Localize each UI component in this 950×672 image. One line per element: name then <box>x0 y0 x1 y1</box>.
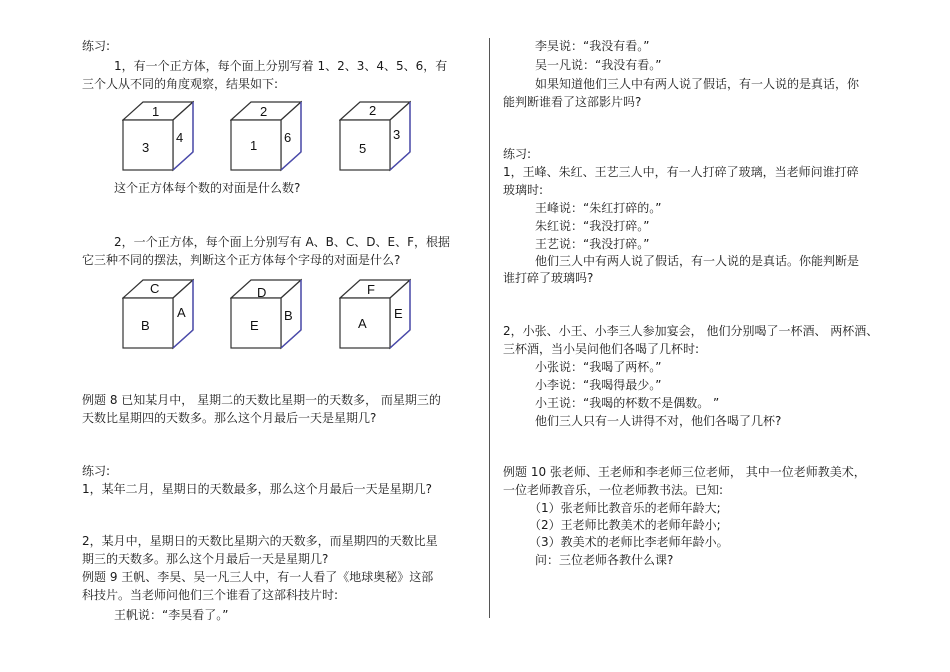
exercise-heading: 练习: <box>82 39 111 53</box>
statement-text: 王峰说：“朱红打碎的。” <box>535 201 662 215</box>
question-text: 如果知道他们三人中有两人说了假话，有一人说的是真话，你 <box>535 77 860 91</box>
cube-side-label: 6 <box>284 130 292 145</box>
question-text: 2，某月中，星期日的天数比星期六的天数多，而星期四的天数比星 <box>82 534 438 548</box>
cube-figure <box>122 100 194 172</box>
cube-top-label: C <box>150 281 160 296</box>
cube-top-label: D <box>257 285 267 300</box>
right-column <box>503 0 898 672</box>
cube-top-label: 2 <box>369 103 377 118</box>
cube-front-label: 5 <box>359 141 367 156</box>
question-text: 1，某年二月，星期日的天数最多，那么这个月最后一天是星期几? <box>82 482 433 496</box>
question-text: 三杯酒，当小吴问他们各喝了几杯时: <box>503 342 700 356</box>
question-text: 这个正方体每个数的对面是什么数? <box>114 181 301 195</box>
question-text: 期三的天数多。那么这个月最后一天是星期几? <box>82 552 329 566</box>
question-text: 玻璃时: <box>503 183 544 197</box>
cube-top-label: F <box>367 282 375 297</box>
cube-figure <box>230 100 302 172</box>
cube-side-label: B <box>284 308 293 323</box>
question-text: 谁打碎了玻璃吗? <box>503 271 594 285</box>
statement-text: 王艺说：“我没打碎。” <box>535 237 650 251</box>
question-text: 1，有一个正方体，每个面上分别写着 1、2、3、4、5、6，有 <box>114 59 448 73</box>
cube-figure <box>339 278 411 350</box>
cube-figure <box>230 278 302 350</box>
exercise-heading: 练习: <box>503 147 532 161</box>
statement-text: 王帆说：“李昊看了。” <box>114 608 229 622</box>
condition-text: （2）王老师比教美术的老师年龄小; <box>529 518 721 532</box>
question-text: 三个人从不同的角度观察，结果如下: <box>82 77 279 91</box>
cube-side-label: A <box>177 305 186 320</box>
cube-top-label: 1 <box>152 104 160 119</box>
question-text: 问：三位老师各教什么课? <box>535 553 674 567</box>
cube-side-label: 3 <box>393 127 401 142</box>
question-text: 能判断谁看了这部影片吗? <box>503 95 642 109</box>
left-column <box>82 0 477 672</box>
question-text: 他们三人中有两人说了假话，有一人说的是真话。你能判断是 <box>535 254 860 268</box>
question-text: 它三种不同的摆法，判断这个正方体每个字母的对面是什么? <box>82 253 401 267</box>
question-text: 2，小张、小王、小李三人参加宴会， 他们分别喝了一杯酒、 两杯酒、 <box>503 324 879 338</box>
example-text: 科技片。当老师问他们三个谁看了这部科技片时: <box>82 588 339 602</box>
question-text: 2，一个正方体，每个面上分别写有 A、B、C、D、E、F，根据 <box>114 235 450 249</box>
example-text: 一位老师教音乐，一位老师教书法。已知: <box>503 483 724 497</box>
statement-text: 吴一凡说：“我没有看。” <box>535 58 662 72</box>
cube-figure <box>339 100 411 172</box>
cube-side-label: E <box>394 306 403 321</box>
condition-text: （3）教美术的老师比李老师年龄小。 <box>529 535 729 549</box>
cube-front-label: 1 <box>250 138 258 153</box>
statement-text: 朱红说：“我没打碎。” <box>535 219 650 233</box>
example-text: 例题 10 张老师、王老师和李老师三位老师， 其中一位老师教美术， <box>503 465 866 479</box>
question-text: 他们三人只有一人讲得不对，他们各喝了几杯? <box>535 414 782 428</box>
statement-text: 李昊说：“我没有看。” <box>535 39 650 53</box>
column-divider <box>489 38 490 618</box>
cube-front-label: A <box>358 316 367 331</box>
cube-front-label: 3 <box>142 140 150 155</box>
cube-top-label: 2 <box>260 104 268 119</box>
statement-text: 小王说：“我喝的杯数不是偶数。 ” <box>535 396 720 410</box>
cube-figure <box>122 278 194 350</box>
statement-text: 小张说：“我喝了两杯。” <box>535 360 662 374</box>
example-text: 天数比星期四的天数多。那么这个月最后一天是星期几? <box>82 411 377 425</box>
condition-text: （1）张老师比教音乐的老师年龄大; <box>529 501 721 515</box>
question-text: 1，王峰、朱红、王艺三人中，有一人打碎了玻璃，当老师问谁打碎 <box>503 165 859 179</box>
example-text: 例题 9 王帆、李昊、吴一凡三人中，有一人看了《地球奥秘》这部 <box>82 570 434 584</box>
exercise-heading: 练习: <box>82 464 111 478</box>
cube-front-label: B <box>141 318 150 333</box>
cube-side-label: 4 <box>176 130 184 145</box>
example-text: 例题 8 已知某月中， 星期二的天数比星期一的天数多， 而星期三的 <box>82 393 441 407</box>
statement-text: 小李说：“我喝得最少。” <box>535 378 662 392</box>
cube-front-label: E <box>250 318 259 333</box>
